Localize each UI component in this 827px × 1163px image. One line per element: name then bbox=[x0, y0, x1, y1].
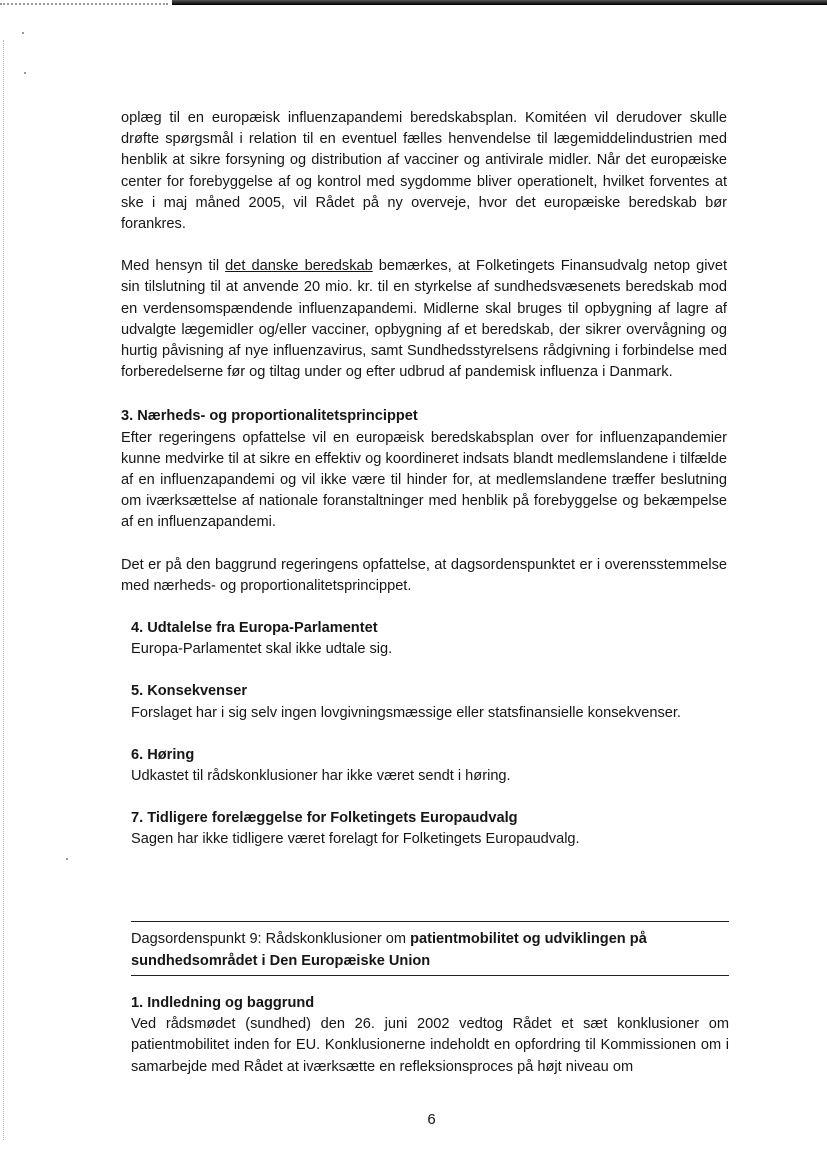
scan-top-left-mark bbox=[0, 0, 168, 5]
agenda-item-box bbox=[131, 921, 729, 976]
document-body bbox=[121, 108, 727, 851]
scan-speck bbox=[66, 858, 68, 860]
section-5-body: Forslaget har i sig selv ingen lovgivningsmæssige eller statsfinansielle konsekvenser. bbox=[131, 704, 681, 721]
section-heading-6: 6. Høring bbox=[131, 746, 195, 763]
section-heading-3: 3. Nærheds- og proportionalitetsprincippet bbox=[121, 408, 418, 425]
section-heading-1: 1. Indledning og baggrund bbox=[131, 995, 315, 1011]
agenda-title: patientmobilitet og udviklingen på sundhedsområdet i Den Europæiske Union bbox=[131, 931, 647, 969]
section-3-conclusion: Det er på den baggrund regeringens opfattelse, at dagsordenspunktet er i overensstemmelse med nærheds- og proportionalitetsprincippet. bbox=[121, 556, 727, 594]
scan-top-edge-bar bbox=[172, 0, 827, 5]
section-3-body: Efter regeringens opfattelse vil en europæisk beredskabsplan over for influenzapandemier kunne medvirke til at sikre en effektiv og koordineret indsats blandt medlemslandene i tilfælde af en influenzapandemi og vil ikke være til hinder for, at medlemslandene træffer beslutning om iværksættelse af nationale foranstaltninger med henblik på forebyggelse og bekæmpelse af en influenzapandemi. bbox=[121, 429, 727, 531]
scan-speck bbox=[22, 32, 24, 34]
section-7-body: Sagen har ikke tidligere været forelagt for Folketingets Europaudvalg. bbox=[131, 831, 580, 848]
paragraph-beredskabsplan: oplæg til en europæisk influenzapandemi beredskabsplan. Komitéen vil derudover skulle drøfte spørgsmål i relation til en eventuel fælles henvendelse til lægemiddelindustrien med henblik at sikre forsyning og distribution af vacciner og antivirale midler. Når det europæiske center for forebyggelse af og kontrol med sygdomme bliver operationelt, hvilket forventes at ske i maj måned 2005, vil Rådet på ny overveje, hvor det europæiske beredskab bør forankres. bbox=[121, 110, 727, 233]
agenda-prefix: Dagsordenspunkt 9: Rådskonklusioner om bbox=[131, 931, 411, 947]
section-heading-7: 7. Tidligere forelæggelse for Folketingets Europaudvalg bbox=[131, 810, 518, 827]
section-6-body: Udkastet til rådskonklusioner har ikke været sendt i høring. bbox=[131, 768, 511, 785]
paragraph-danske-beredskab: Med hensyn til det danske beredskab bemærkes, at Folketingets Finansudvalg netop givet sin tilslutning til at anvende 20 mio. kr. til en styrkelse af sundhedsvæsenets beredskab mod en verdensomspændende influenzapandemi. Midlerne skal bruges til opbygning af lagre af udvalgte lægemidler og/eller vacciner, opbygning af et beredskab, der sikrer overvågning og hurtig påvisning af nye influenzavirus, samt Sundhedsstyrelsens rådgivning i forbindelse med forberedelserne før og tiltag under og efter udbrud af pandemisk influenza i Danmark. bbox=[121, 258, 728, 381]
scan-left-edge bbox=[3, 40, 4, 1140]
underlined-phrase: det danske beredskab bbox=[225, 258, 373, 275]
section-heading-5: 5. Konsekvenser bbox=[131, 683, 248, 700]
section-4-body: Europa-Parlamentet skal ikke udtale sig. bbox=[131, 641, 393, 658]
section-1-body: Ved rådsmødet (sundhed) den 26. juni 2002 vedtog Rådet et sæt konklusioner om patientmobilitet inden for EU. Konklusionerne indeholdt en opfordring til Kommissionen om i samarbejde med Rådet at iværksætte en refleksionsproces på højt niveau om bbox=[131, 1016, 729, 1075]
page-number: 6 bbox=[427, 1111, 436, 1128]
section-heading-4: 4. Udtalelse fra Europa-Parlamentet bbox=[131, 620, 378, 637]
section-1-indledning bbox=[131, 993, 729, 1078]
scan-speck bbox=[24, 72, 26, 74]
